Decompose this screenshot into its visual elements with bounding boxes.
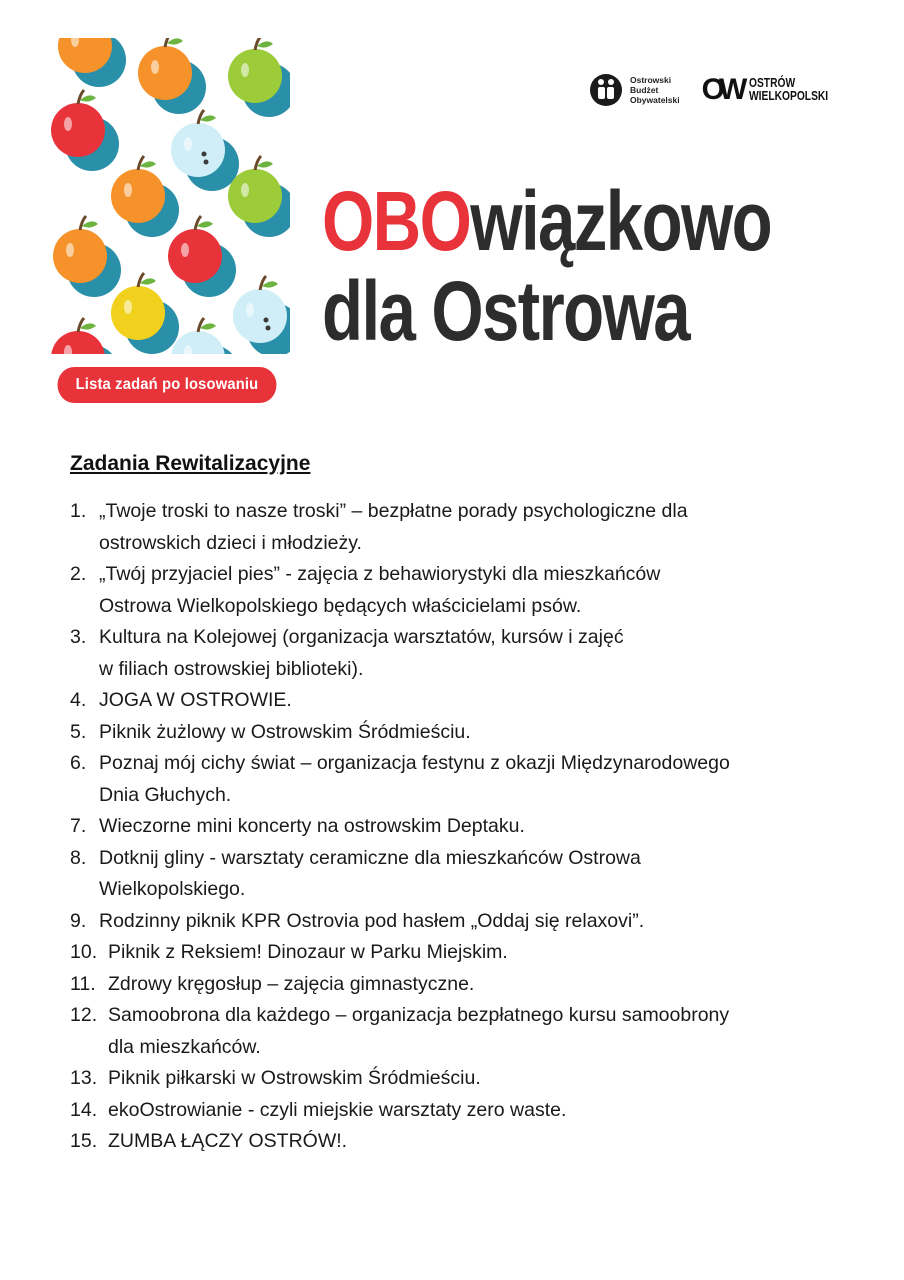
- task-text: Piknik żużlowy w Ostrowskim Śródmieściu.: [99, 720, 471, 743]
- apple-icon: [111, 156, 179, 237]
- task-text: ekoOstrowianie - czyli miejskie warsztaty zero waste.: [108, 1098, 567, 1121]
- obo-logo-line: Budżet: [630, 85, 659, 95]
- task-item: [70, 748, 850, 811]
- task-item: [70, 843, 850, 906]
- task-item: [70, 811, 850, 843]
- ow-logo-line: WIELKOPOLSKI: [749, 89, 829, 103]
- task-text: „Twoje troski to nasze troski” – bezpłatne porady psychologiczne dla ostrowskich dzieci i młodzieży.: [99, 500, 688, 554]
- task-text: Dotknij gliny - warsztaty ceramiczne dla mieszkańców Ostrowa Wielkopolskiego.: [99, 846, 641, 900]
- task-text: Rodzinny piknik KPR Ostrovia pod hasłem „Oddaj się relaxovi”.: [99, 909, 645, 932]
- task-text: Wieczorne mini koncerty na ostrowskim Deptaku.: [99, 815, 525, 837]
- logos-bar: [588, 66, 848, 114]
- obo-logo-text: [630, 75, 680, 105]
- poster-headline: [322, 176, 770, 356]
- apple-icon: [168, 216, 236, 297]
- obo-logo-line: Ostrowski: [630, 75, 672, 85]
- task-number: 15.: [70, 1130, 98, 1152]
- task-number: 11.: [70, 972, 96, 995]
- apple-icon: [171, 110, 239, 191]
- task-item: [70, 622, 850, 685]
- task-text: „Twój przyjaciel pies” - zajęcia z behawiorystyki dla mieszkańców Ostrowa Wielkopolskiego będących właścicielami psów.: [99, 563, 661, 617]
- task-number: 9.: [70, 909, 87, 932]
- task-number: 3.: [70, 626, 87, 648]
- task-number: 13.: [70, 1067, 98, 1089]
- apple-icon: [228, 38, 290, 117]
- obo-logo: [588, 72, 680, 108]
- task-text: Samoobrona dla każdego – organizacja bezpłatnego kursu samoobrony dla mieszkańców.: [108, 1004, 730, 1058]
- task-number: 1.: [70, 500, 87, 522]
- task-number: 6.: [70, 752, 87, 774]
- task-number: 8.: [70, 846, 87, 869]
- apple-icon: [53, 216, 121, 297]
- apple-icon: [111, 273, 179, 354]
- ow-logo-mark: OW: [701, 73, 742, 106]
- task-item: [70, 1063, 850, 1095]
- headline-red: OBO: [322, 174, 471, 268]
- task-item: [70, 496, 850, 559]
- task-number: 4.: [70, 689, 87, 711]
- section-title: Zadania Rewitalizacyjne: [70, 452, 311, 475]
- task-item: [70, 906, 850, 938]
- task-list: [70, 496, 850, 1158]
- apple-icon: [58, 38, 126, 87]
- task-text: Piknik piłkarski w Ostrowskim Śródmieściu.: [108, 1067, 481, 1089]
- ow-logo-text: [749, 77, 828, 103]
- task-item: [70, 1095, 850, 1127]
- apple-icon: [233, 276, 290, 354]
- task-number: 10.: [70, 941, 98, 963]
- task-item: [70, 559, 850, 622]
- task-text: Zdrowy kręgosłup – zajęcia gimnastyczne.: [108, 972, 475, 995]
- apple-icon: [51, 318, 119, 354]
- task-number: 14.: [70, 1098, 98, 1121]
- apple-icon: [171, 318, 239, 354]
- task-text: JOGA W OSTROWIE.: [99, 689, 292, 711]
- headline-line-1: [322, 176, 770, 266]
- task-number: 2.: [70, 563, 87, 585]
- task-item: [70, 685, 850, 717]
- task-item: [70, 937, 850, 969]
- task-item: [70, 1126, 850, 1158]
- apple-pattern-illustration: [50, 38, 290, 354]
- lista-zadan-badge: Lista zadań po losowaniu: [58, 367, 277, 403]
- task-number: 12.: [70, 1004, 98, 1026]
- puzzle-people-icon: [588, 72, 624, 108]
- task-item: [70, 717, 850, 749]
- task-text: ZUMBA ŁĄCZY OSTRÓW!.: [108, 1130, 348, 1152]
- apple-icon: [51, 90, 119, 171]
- apple-icon: [138, 38, 206, 114]
- task-item: [70, 969, 850, 1001]
- task-number: 7.: [70, 815, 87, 837]
- ostrow-wielkopolski-logo: [702, 73, 846, 107]
- task-text: Piknik z Reksiem! Dinozaur w Parku Miejskim.: [108, 941, 508, 963]
- headline-line-2: dla Ostrowa: [322, 264, 690, 358]
- headline-dark: wiązkowo: [470, 174, 772, 268]
- obo-logo-line: Obywatelski: [630, 95, 680, 105]
- task-item: [70, 1000, 850, 1063]
- task-text: Kultura na Kolejowej (organizacja warsztatów, kursów i zajęć w filiach ostrowskiej biblioteki).: [99, 626, 624, 680]
- task-text: Poznaj mój cichy świat – organizacja festynu z okazji Międzynarodowego Dnia Głuchych.: [99, 752, 730, 806]
- ow-logo-line: OSTRÓW: [749, 76, 796, 90]
- task-number: 5.: [70, 720, 87, 743]
